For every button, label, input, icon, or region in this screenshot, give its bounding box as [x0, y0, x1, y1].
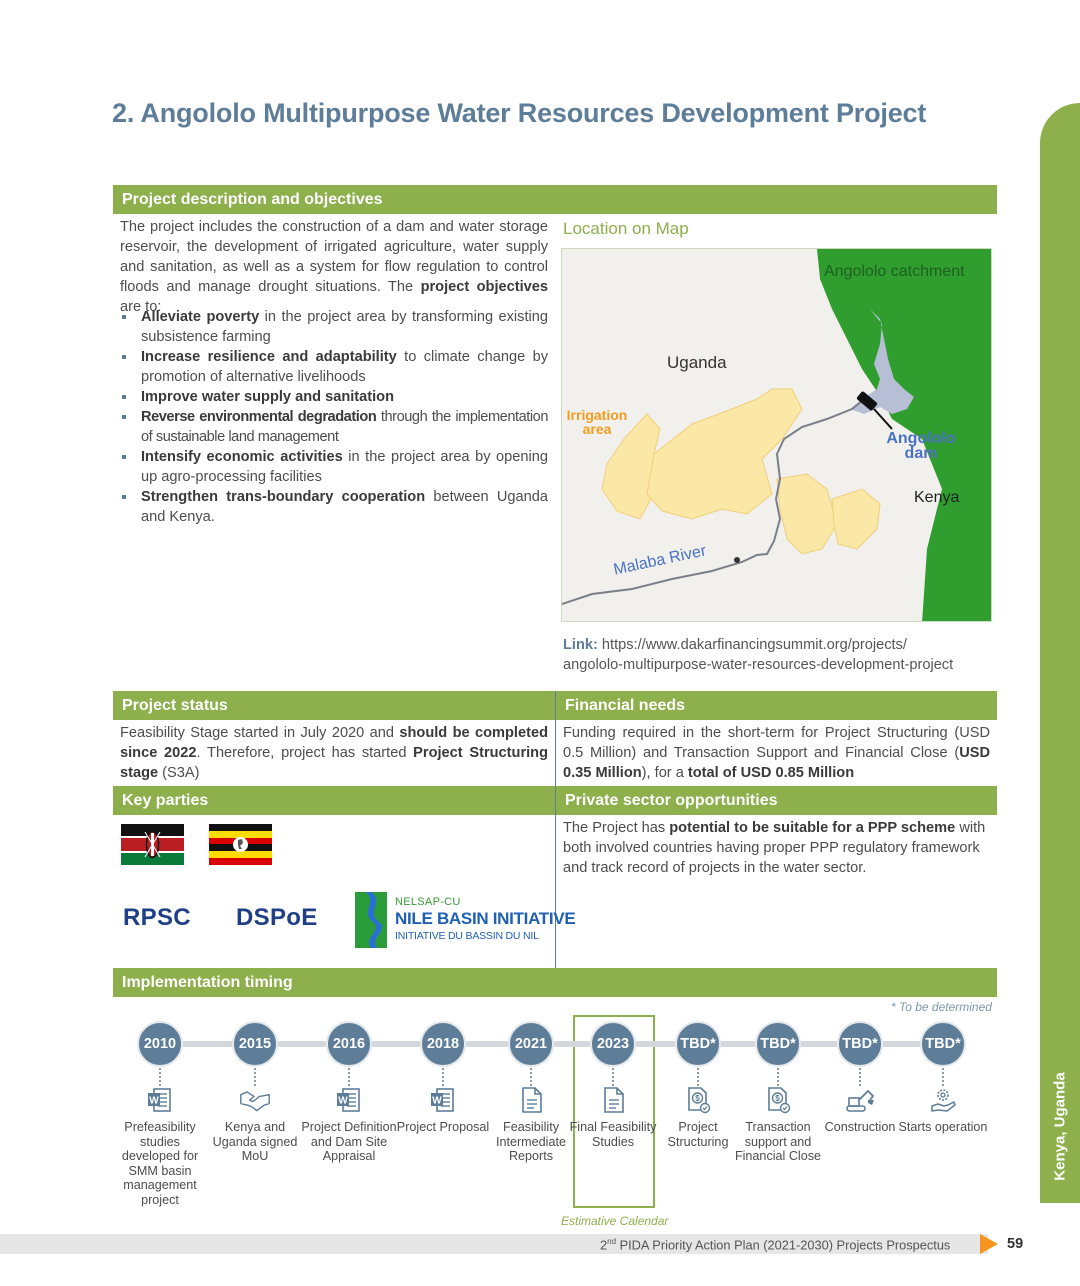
- milestone-connector: [442, 1068, 444, 1086]
- map-label-kenya: Kenya: [914, 489, 960, 506]
- objectives-list: [120, 307, 548, 527]
- key-parties-header: Key parties: [113, 786, 555, 815]
- milestone-label: Construction: [824, 1120, 896, 1134]
- location-map: [561, 248, 992, 622]
- financial-text: Funding required in the short-term for Project Structuring (USD 0.5 Million) and Transaction Support and Financial Close (USD 0.35 Million), for a total of USD 0.85 Million: [563, 725, 990, 781]
- milestone-year-badge: 2021: [508, 1021, 554, 1067]
- map-label-dam: Angololo dam: [886, 430, 956, 462]
- milestone-label: Feasibility Intermediate Reports: [495, 1120, 566, 1164]
- milestone-label: Project Proposal: [396, 1120, 490, 1134]
- milestone-label: Final Feasibility Studies: [569, 1120, 657, 1149]
- gear-hand-icon: [927, 1086, 959, 1114]
- kenya-flag: [121, 824, 184, 865]
- svg-text:$: $: [695, 1094, 700, 1103]
- milestone-label: Project Definition and Dam Site Appraisal: [301, 1120, 397, 1164]
- milestone-connector: [697, 1068, 699, 1086]
- milestone-year-badge: TBD*: [837, 1021, 883, 1067]
- milestone-year-badge: 2015: [232, 1021, 278, 1067]
- side-tab-label: Kenya, Uganda: [1051, 1072, 1069, 1181]
- nile-basin-mark-icon: [355, 892, 387, 948]
- private-header: Private sector opportunities: [556, 786, 997, 815]
- description-intro: The project includes the construction of a dam and water storage reservoir, the development of irrigated agriculture, water supply and sanitation, as well as a system for flow regulation to control floods and manage drought situations. The project objectives are to:: [120, 219, 549, 315]
- objective-item: Improve water supply and sanitation: [120, 387, 548, 407]
- document-icon: [515, 1086, 547, 1114]
- map-label-irrigation: Irrigation area: [566, 407, 628, 437]
- page-number: 59: [1007, 1236, 1024, 1252]
- document-icon: [597, 1086, 629, 1114]
- word-doc-icon: [333, 1086, 365, 1114]
- milestone-connector: [254, 1068, 256, 1086]
- page-title: 2. Angololo Multipurpose Water Resources Development Project: [112, 98, 927, 128]
- milestone-label: Kenya and Uganda signed MoU: [212, 1120, 298, 1164]
- milestone-connector: [159, 1068, 161, 1086]
- excavator-icon: [844, 1086, 876, 1114]
- svg-text:W: W: [338, 1095, 348, 1107]
- milestone-connector: [530, 1068, 532, 1086]
- svg-text:W: W: [432, 1095, 442, 1107]
- rpsc-logo: RPSC: [123, 904, 191, 931]
- milestone-connector: [777, 1068, 779, 1086]
- financial-header: Financial needs: [556, 691, 997, 720]
- milestone-year-badge: 2010: [137, 1021, 183, 1067]
- status-header: Project status: [113, 691, 555, 720]
- private-text: The Project has potential to be suitable for a PPP scheme with both involved countries having proper PPP regulatory framework and track record of projects in the water sector.: [563, 820, 986, 876]
- description-header: Project description and objectives: [113, 185, 997, 214]
- objective-item: Intensify economic activities in the project area by opening up agro-processing facilities: [120, 447, 548, 487]
- timing-header: Implementation timing: [113, 968, 997, 997]
- status-text: Feasibility Stage started in July 2020 and should be completed since 2022. Therefore, project has started Project Structuring stage (S3A): [120, 725, 549, 781]
- milestone-connector: [612, 1068, 614, 1086]
- milestone-connector: [859, 1068, 861, 1086]
- estimative-label: Estimative Calendar: [561, 1214, 669, 1228]
- footer-text: 2nd PIDA Priority Action Plan (2021-2030) Projects Prospectus: [600, 1237, 951, 1253]
- nile-basin-logo: NELSAP-CU NILE BASIN INITIATIVE INITIATIVE DU BASSIN DU NIL: [355, 892, 548, 948]
- handshake-icon: [239, 1086, 271, 1114]
- tbd-note: * To be determined: [891, 1000, 992, 1014]
- map-label-catchment: Angololo catchment: [824, 263, 965, 280]
- objective-item: Alleviate poverty in the project area by transforming existing subsistence farming: [120, 307, 548, 347]
- project-link[interactable]: Link: https://www.dakarfinancingsummit.org/projects/ angololo-multipurpose-water-resources-development-project: [563, 637, 954, 673]
- money-doc-icon: [682, 1086, 714, 1114]
- milestone-connector: [942, 1068, 944, 1086]
- objective-item: Strengthen trans-boundary cooperation between Uganda and Kenya.: [120, 487, 548, 527]
- side-tab: [1040, 103, 1080, 1203]
- map-label-river: Malaba River: [612, 542, 708, 579]
- objective-item: Reverse environmental degradation through the implementation of sustainable land management: [120, 407, 548, 447]
- location-dot: [734, 557, 740, 563]
- svg-text:$: $: [775, 1094, 780, 1103]
- milestone-label: Transaction support and Financial Close: [734, 1120, 822, 1164]
- dspoe-logo: DSPoE: [236, 904, 318, 931]
- map-label-uganda: Uganda: [667, 353, 727, 372]
- milestone-year-badge: TBD*: [755, 1021, 801, 1067]
- uganda-flag: [209, 824, 272, 865]
- svg-text:W: W: [149, 1095, 159, 1107]
- milestone-connector: [348, 1068, 350, 1086]
- milestone-label: Starts operation: [898, 1120, 988, 1134]
- word-doc-icon: [427, 1086, 459, 1114]
- milestone-label: Project Structuring: [667, 1120, 729, 1149]
- milestone-year-badge: 2023: [590, 1021, 636, 1067]
- milestone-year-badge: 2018: [420, 1021, 466, 1067]
- objective-item: Increase resilience and adaptability to climate change by promotion of alternative livelihoods: [120, 347, 548, 387]
- milestone-year-badge: TBD*: [920, 1021, 966, 1067]
- footer-arrow-icon: [980, 1234, 998, 1254]
- money-doc-icon: [762, 1086, 794, 1114]
- word-doc-icon: [144, 1086, 176, 1114]
- milestone-label: Prefeasibility studies developed for SMM basin management project: [121, 1120, 199, 1207]
- milestone-year-badge: TBD*: [675, 1021, 721, 1067]
- milestone-year-badge: 2016: [326, 1021, 372, 1067]
- map-title: Location on Map: [563, 219, 689, 238]
